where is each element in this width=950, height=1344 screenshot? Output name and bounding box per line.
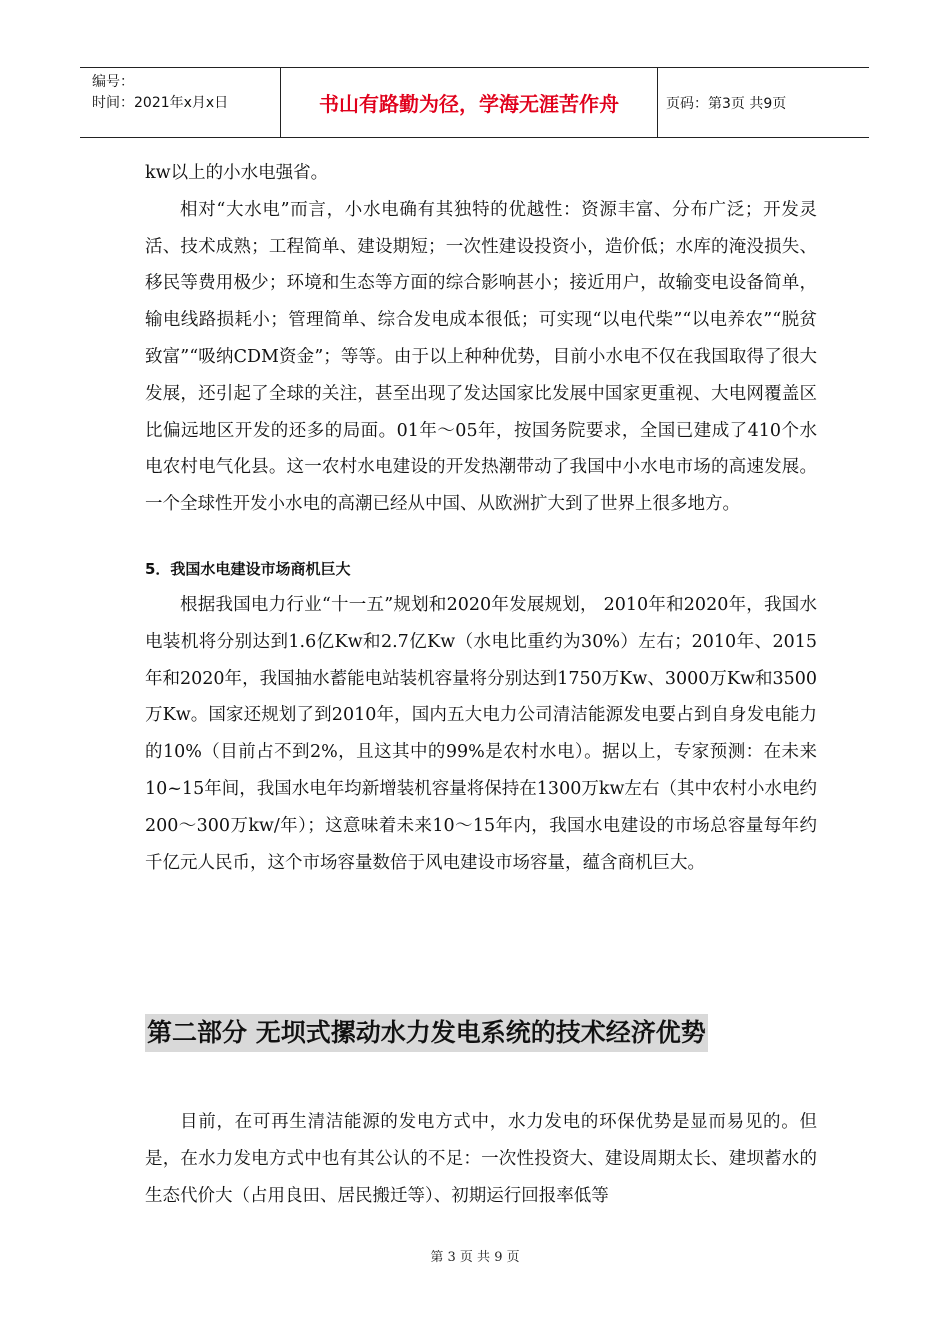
document-body-part2 [145, 1104, 817, 1214]
page-header [80, 67, 869, 138]
page-footer: 第 3 页 共 9 页 [430, 1250, 520, 1265]
paragraph-market: 根据我国电力行业“十一五”规划和2020年发展规划， 2010年和2020年，我国水电装机将分别达到1.6亿Kw和2.7亿Kw（水电比重约为30%）左右；2010年、2015年和2020年，我国抽水蓄能电站装机容量将分别达到1750万Kw、3000万Kw和3500万Kw。国家还规划了到2010年，国内五大电力公司清洁能源发电要占到自身发电能力的10%（目前占不到2%，且这其中的99%是农村水电）。据以上，专家预测：在未来10~15年间，我国水电年均新增装机容量将保持在1300万kw左右（其中农村小水电约200～300万kw/年）；这意味着未来10～15年内，我国水电建设的市场总容量每年约千亿元人民币，这个市场容量数倍于风电建设市场容量，蕴含商机巨大。 [145, 594, 817, 873]
header-page-label: 页码：第3页 共9页 [666, 95, 787, 112]
paragraph-intro-part2: 目前，在可再生清洁能源的发电方式中，水力发电的环保优势是显而易见的。但是，在水力发电方式中也有其公认的不足：一次性投资大、建设周期太长、建坝蓄水的生态代价大（占用良田、居民搬迁等）、初期运行回报率低等 [145, 1112, 817, 1206]
part-two-title: 第二部分 无坝式摞动水力发电系统的技术经济优势 [145, 1014, 708, 1052]
paragraph-continuation: kw以上的小水电强省。 [145, 163, 329, 183]
document-body [145, 155, 817, 881]
paragraph-advantages: 相对“大水电”而言，小水电确有其独特的优越性：资源丰富、分布广泛；开发灵活、技术成熟；工程简单、建设期短；一次性建设投资小，造价低；水库的淹没损失、移民等费用极少；环境和生态等方面的综合影响甚小；接近用户，故输变电设备简单，输电线路损耗小；管理简单、综合发电成本很低；可实现“以电代柴”“以电养农”“脱贫致富”“吸纳CDM资金”；等等。由于以上种种优势，目前小水电不仅在我国取得了很大发展，还引起了全球的关注，甚至出现了发达国家比发展中国家更重视、大电网覆盖区比偏远地区开发的还多的局面。01年～05年，按国务院要求，全国已建成了410个水电农村电气化县。这一农村水电建设的开发热潮带动了我国中小水电市场的高速发展。一个全球性开发小水电的高潮已经从中国、从欧洲扩大到了世界上很多地方。 [145, 199, 817, 515]
header-date-label: 时间：2021年x月x日 [92, 95, 229, 111]
header-meta [80, 68, 281, 137]
header-number-label: 编号： [92, 74, 134, 90]
section-heading-5: 5．我国水电建设市场商机巨大 [145, 559, 351, 578]
header-motto: 书山有路勤为径，学海无涯苦作舟 [281, 68, 658, 137]
